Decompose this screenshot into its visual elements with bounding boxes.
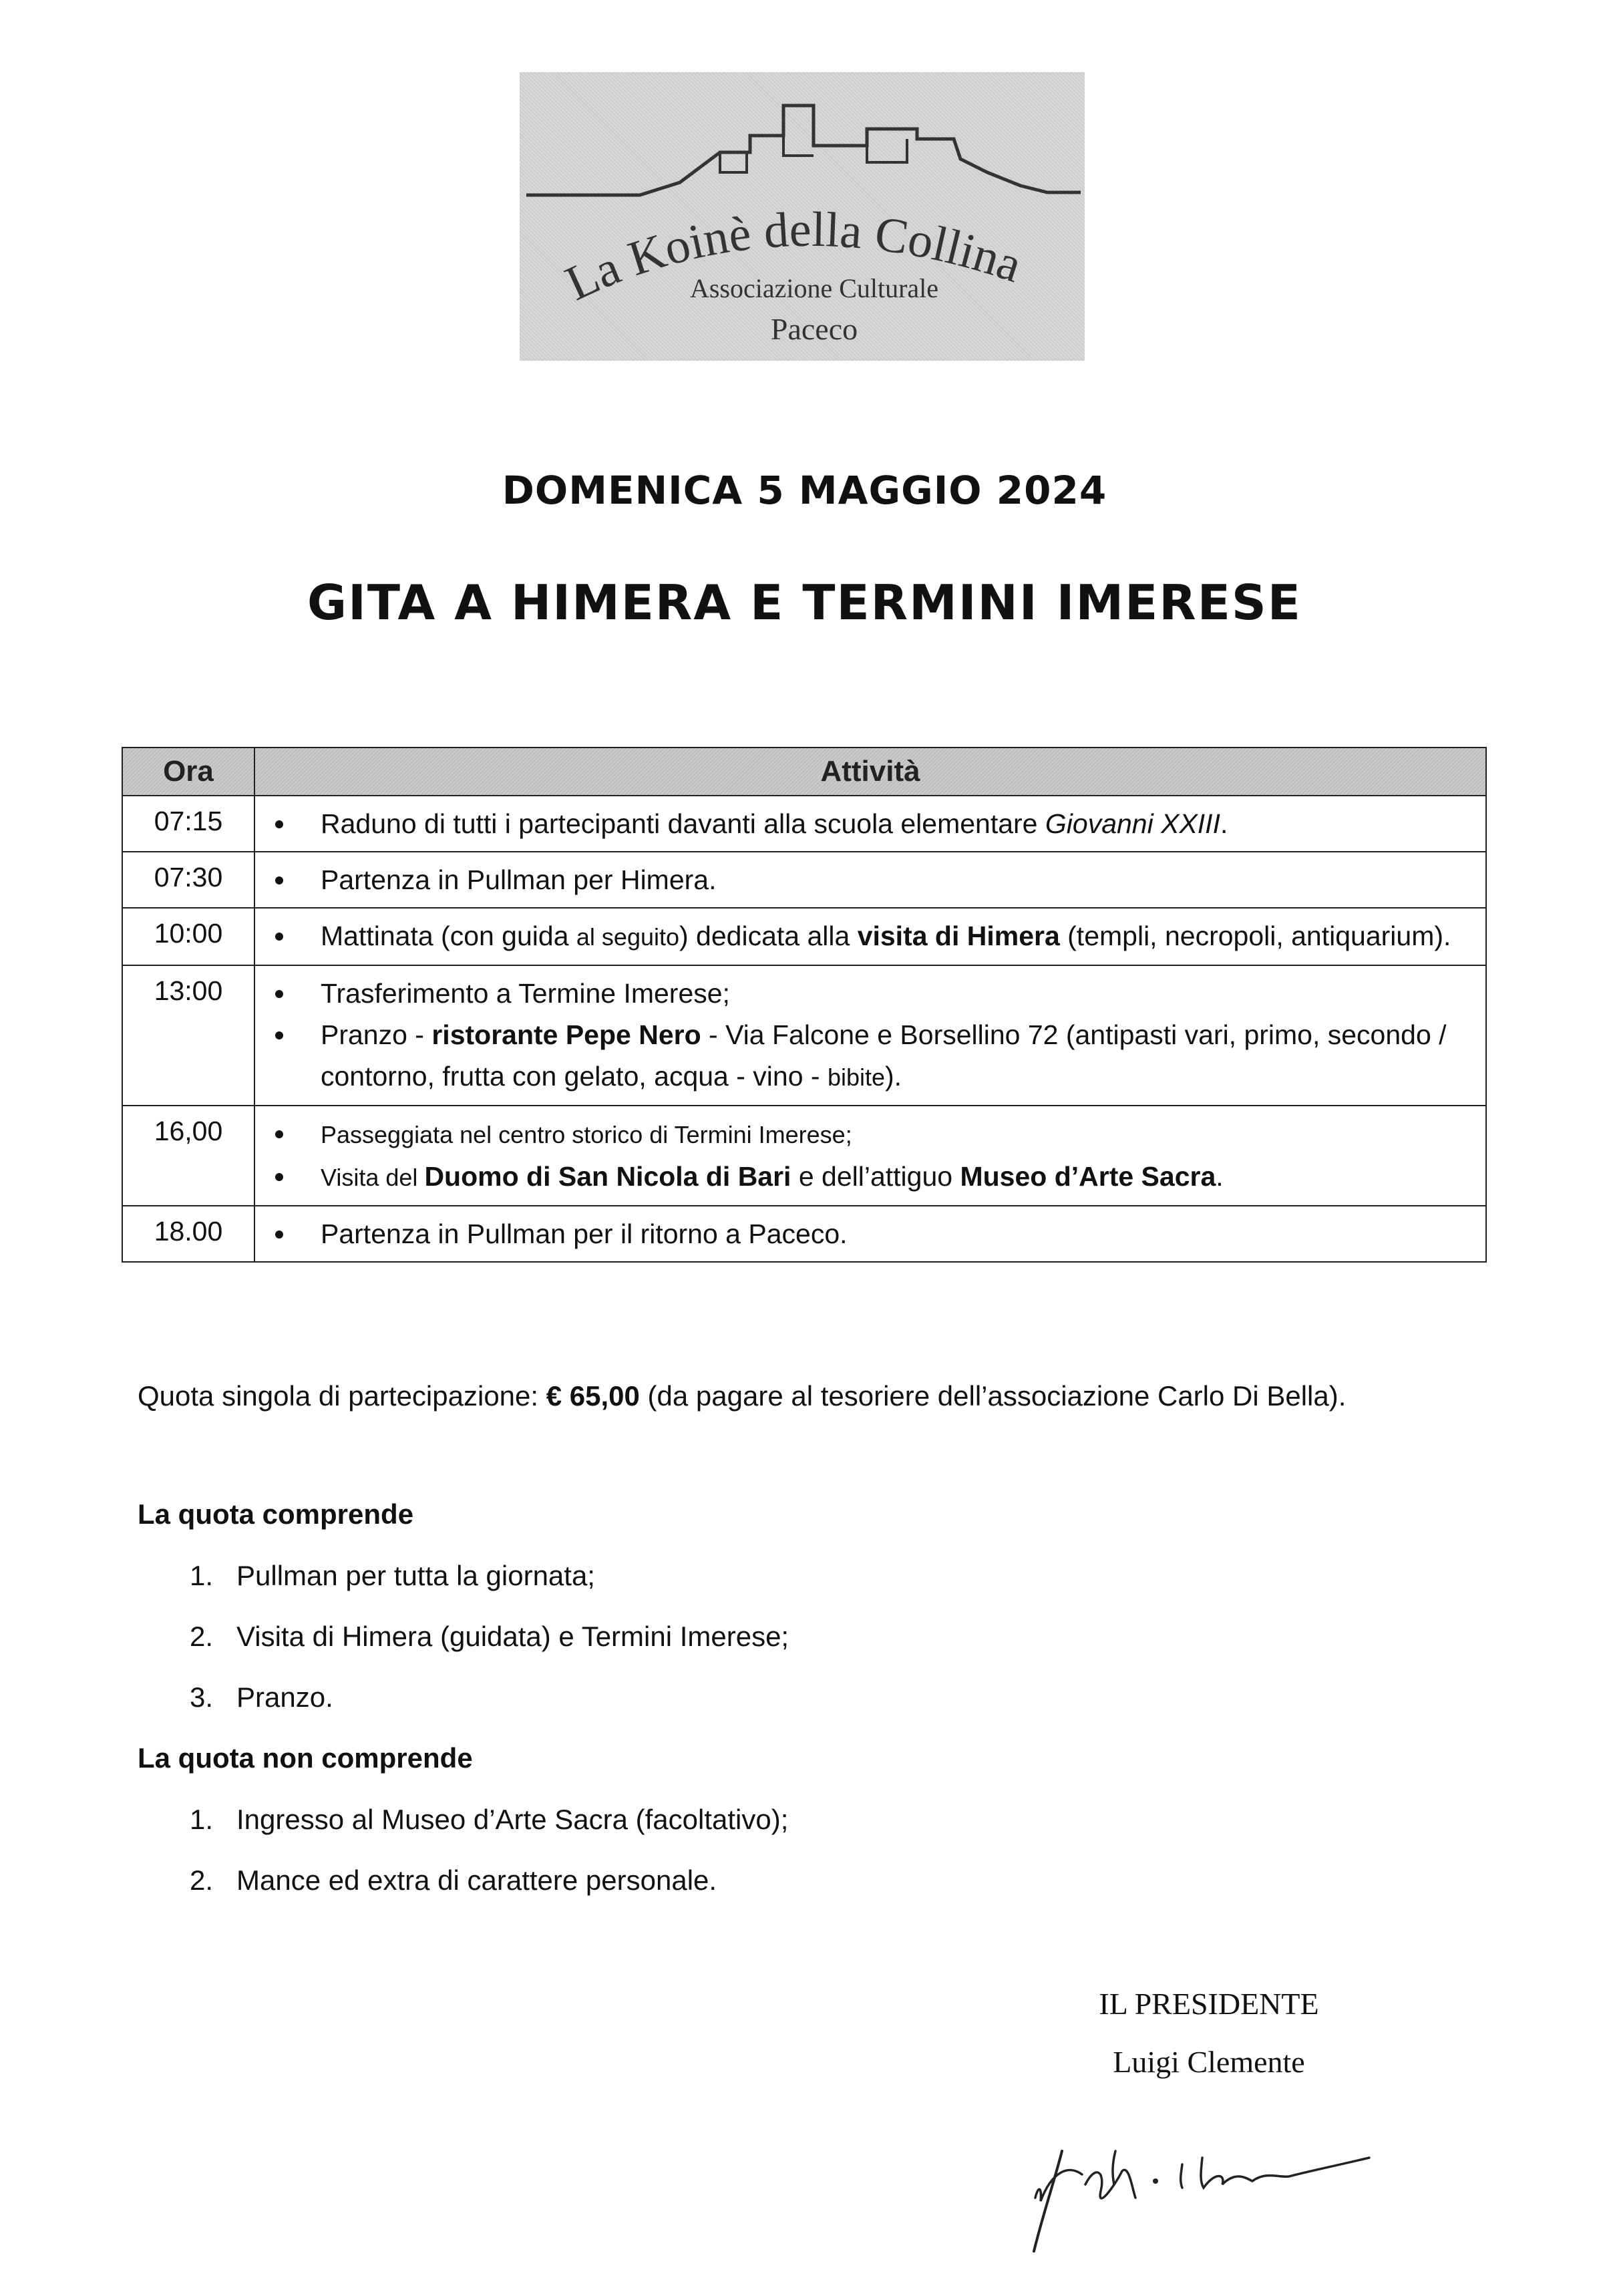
row-activity bbox=[254, 908, 1486, 965]
row-time: 07:30 bbox=[122, 852, 254, 908]
row-time: 07:15 bbox=[122, 796, 254, 852]
activity-item: Partenza in Pullman per Himera. bbox=[271, 859, 1472, 900]
row-time: 18.00 bbox=[122, 1206, 254, 1262]
activity-item: Trasferimento a Termine Imerese; bbox=[271, 973, 1472, 1014]
quota-line bbox=[138, 1380, 1346, 1412]
list-item: 2. Visita di Himera (guidata) e Termini Imerese; bbox=[190, 1621, 789, 1652]
table-row bbox=[122, 908, 1486, 965]
signature-role: IL PRESIDENTE bbox=[1099, 1987, 1319, 2021]
activity-item: Pranzo - ristorante Pepe Nero - Via Falcone e Borsellino 72 (antipasti vari, primo, secondo / contorno, frutta con gelato, acqua - vino - bibite). bbox=[271, 1014, 1472, 1098]
quota-amount: € 65,00 bbox=[546, 1380, 640, 1412]
table-row bbox=[122, 1106, 1486, 1206]
activity-item: Partenza in Pullman per il ritorno a Paceco. bbox=[271, 1213, 1472, 1255]
logo-city: Paceco bbox=[770, 312, 858, 346]
list-item: 1. Pullman per tutta la giornata; bbox=[190, 1560, 595, 1591]
list-item: 3. Pranzo. bbox=[190, 1681, 333, 1713]
header-attivita: Attività bbox=[254, 748, 1486, 796]
activity-item: Raduno di tutti i partecipanti davanti alla scuola elementare Giovanni XXIII. bbox=[271, 803, 1472, 844]
quota-label: Quota singola di partecipazione: bbox=[138, 1380, 546, 1412]
table-row bbox=[122, 796, 1486, 852]
table-row bbox=[122, 852, 1486, 908]
excludes-heading: La quota non comprende bbox=[138, 1742, 473, 1774]
activity-item: Mattinata (con guida al seguito) dedicata alla visita di Himera (templi, necropoli, antiquarium). bbox=[271, 915, 1472, 958]
event-title: GITA A HIMERA E TERMINI IMERESE bbox=[307, 575, 1302, 631]
row-time: 13:00 bbox=[122, 965, 254, 1106]
row-time: 16,00 bbox=[122, 1106, 254, 1206]
row-activity bbox=[254, 1206, 1486, 1262]
row-activity bbox=[254, 852, 1486, 908]
activity-item: Passeggiata nel centro storico di Termini Imerese; bbox=[271, 1113, 1472, 1156]
row-activity bbox=[254, 965, 1486, 1106]
schedule-body bbox=[122, 796, 1486, 1262]
handwritten-signature-icon bbox=[1022, 2124, 1436, 2258]
row-activity bbox=[254, 796, 1486, 852]
signature-name: Luigi Clemente bbox=[1113, 2045, 1305, 2079]
logo-subtitle: Associazione Culturale bbox=[689, 273, 939, 303]
activity-item: Visita del Duomo di San Nicola di Bari e dell’attiguo Museo d’Arte Sacra. bbox=[271, 1156, 1472, 1198]
includes-heading: La quota comprende bbox=[138, 1498, 414, 1530]
schedule-header-row bbox=[122, 748, 1486, 796]
event-date: DOMENICA 5 MAGGIO 2024 bbox=[502, 468, 1107, 513]
list-item: 1. Ingresso al Museo d’Arte Sacra (facoltativo); bbox=[190, 1804, 789, 1835]
association-logo bbox=[520, 72, 1085, 361]
row-time: 10:00 bbox=[122, 908, 254, 965]
list-item: 2. Mance ed extra di carattere personale. bbox=[190, 1864, 717, 1896]
table-row bbox=[122, 965, 1486, 1106]
header-ora: Ora bbox=[122, 748, 254, 796]
logo-name: La Koinè della Collina bbox=[557, 202, 1029, 312]
schedule-table bbox=[122, 747, 1487, 1263]
table-row bbox=[122, 1206, 1486, 1262]
quota-note: (da pagare al tesoriere dell’associazione Carlo Di Bella). bbox=[639, 1380, 1347, 1412]
row-activity bbox=[254, 1106, 1486, 1206]
